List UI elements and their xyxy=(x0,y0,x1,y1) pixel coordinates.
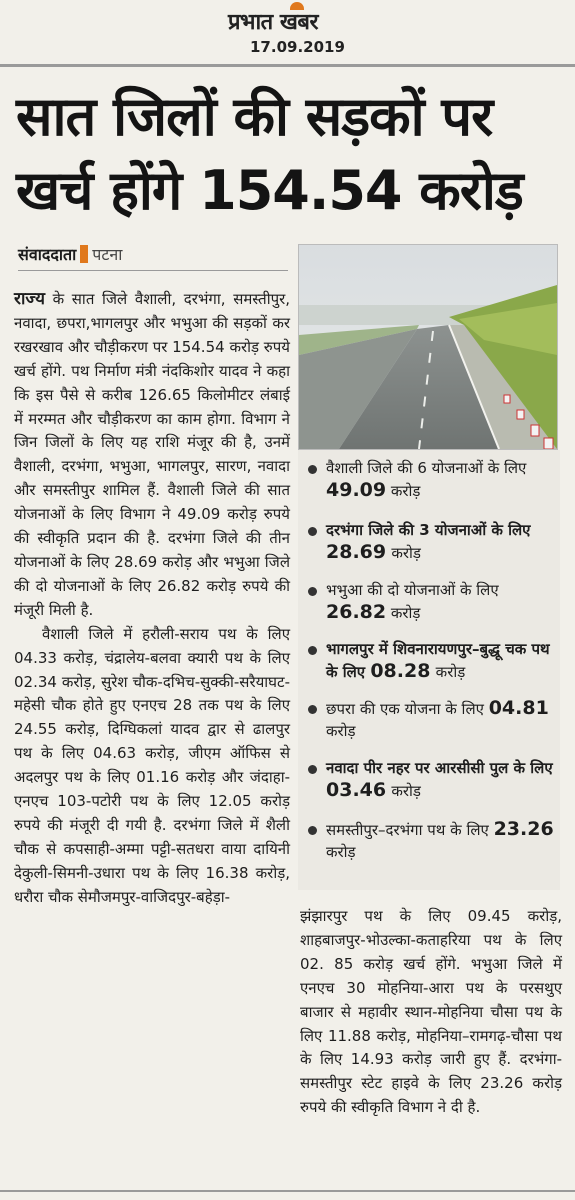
bullet-icon xyxy=(308,646,317,655)
paragraph xyxy=(14,288,290,623)
bullet-icon xyxy=(308,765,317,774)
newspaper-logo: प्रभात खबर xyxy=(228,10,318,35)
highlight-text: समस्तीपुर–दरभंगा पथ के लिए xyxy=(326,821,489,839)
highlight-item xyxy=(308,519,560,564)
highlight-amount: 23.26 xyxy=(493,818,554,840)
highlight-unit: करोड़ xyxy=(435,663,466,681)
highlight-amount: 03.46 xyxy=(326,779,387,801)
lead-word: राज्य xyxy=(14,289,45,309)
highlight-text: वैशाली जिले की 6 योजनाओं के लिए xyxy=(326,459,527,477)
highway-photo-graphic xyxy=(299,245,557,449)
bullet-icon xyxy=(308,527,317,536)
byline-place: पटना xyxy=(92,245,123,264)
highlight-amount: 28.69 xyxy=(326,541,387,563)
highlight-unit: करोड़ xyxy=(326,722,356,740)
divider xyxy=(0,64,575,67)
bullet-icon xyxy=(308,465,317,474)
highlight-unit: करोड़ xyxy=(326,843,356,861)
headline-line-1: सात जिलों की सड़कों पर xyxy=(16,85,493,148)
publication-date: 17.09.2019 xyxy=(250,38,345,56)
highlight-text: नवादा पीर नहर पर आरसीसी पुल के लिए xyxy=(326,759,553,777)
highlight-unit: करोड़ xyxy=(390,604,421,622)
divider xyxy=(0,1190,575,1192)
highlight-item xyxy=(308,697,560,742)
bullet-icon xyxy=(308,705,317,714)
masthead xyxy=(0,2,575,62)
byline-separator xyxy=(80,245,88,263)
highlight-text: छपरा की एक योजना के लिए xyxy=(326,700,484,718)
paragraph: वैशाली जिले में हरौली-सराय पथ के लिए 04.33 करोड़, चंद्रालेय-बलवा क्यारी पथ के लिए 02.34 करोड़, सुरेश चौक-दभिच-सुक्की-सरैयाघट-महेसी चौक होते हुए एनएच 28 तक पथ के लिए 24.55 करोड़, दिग्घिकलां यादव द्वार से ढालपुर पथ के लिए 04.63 करोड़, जीएम ऑफिस से अदलपुर पथ के लिए 01.16 करोड़ और जंदाहा-एनएच 103-पटोरी पथ के लिए 12.05 करोड़ रुपये की मंजूरी दी गयी है. दरभंगा जिले में शैली चौक से कपसाही-अम्मा पट्टी-सतधरा वाया दायिनी देकुली-सिमनी-उधारा पथ के लिए 16.38 करोड़, धरौरा चौक सेमौजमपुर-वाजिदपुर-बहेड़ा- xyxy=(14,624,290,906)
highlight-text: भागलपुर में शिवनारायणपुर–बुद्धू चक पथ के लिए xyxy=(326,640,550,681)
byline xyxy=(18,243,122,265)
highway-photo xyxy=(298,244,558,450)
highlight-unit: करोड़ xyxy=(391,544,421,562)
article-left-column xyxy=(14,288,290,910)
highlight-amount: 26.82 xyxy=(326,601,387,623)
paragraph: झंझारपुर पथ के लिए 09.45 करोड़, शाहबाजपुर-भोउल्का-कताहरिया पथ के लिए 02. 85 करोड़ खर्च होंगे. भभुआ जिले में एनएच 30 मोहनिया-आरा पथ के परसथुए बाजार से महावीर स्थान-मोहनिया चौसा पथ के लिए 11.88 करोड़, मोहनिया–रामगढ़-चौसा पथ के लिए 14.93 करोड़ जारी हुए हैं. दरभंगा-समस्तीपुर स्टेट हाइवे के लिए 23.26 करोड़ रुपये की स्वीकृति विभाग ने दी है. xyxy=(300,907,562,1117)
highlight-item xyxy=(308,579,560,624)
divider xyxy=(18,270,288,271)
highlight-amount: 08.28 xyxy=(370,660,431,682)
highlight-item xyxy=(308,757,560,802)
highlight-unit: करोड़ xyxy=(391,782,421,800)
bullet-icon xyxy=(308,826,317,835)
highlight-amount: 04.81 xyxy=(488,697,549,719)
highlight-unit: करोड़ xyxy=(390,482,421,500)
highlight-item xyxy=(308,457,560,502)
byline-author: संवाददाता xyxy=(18,245,77,264)
article-right-column xyxy=(300,905,562,1120)
paragraph-text: के सात जिले वैशाली, दरभंगा, समस्तीपुर, नवादा, छपरा,भागलपुर और भभुआ की सड़कों कर रखरखाव और चौड़ीकरण पर 154.54 करोड़ रुपये खर्च होंगे. पथ निर्माण मंत्री नंदकिशोर यादव ने कहा कि इस पैसे से करीब 126.65 किलोमीटर लंबाई में मरम्मत और चौड़ीकरण का काम होगा. विभाग ने जिन जिलों के लिए यह राशि मंजूर की है, उनमें वैशाली, दरभंगा, भभुआ, भागलपुर, सारण, नवादा और समस्तीपुर शामिल हैं. वैशाली जिले की सात योजनाओं के लिए विभाग ने 49.09 करोड़ रुपये की स्वीकृति प्रदान की है. दरभंगा जिले की तीन योजनाओं के लिए 28.69 करोड़ और भभुआ जिले की दो योजनाओं के लिए 26.82 करोड़ रुपये की मंजूरी मिली है. xyxy=(14,290,290,619)
highlight-item xyxy=(308,638,560,683)
bullet-icon xyxy=(308,587,317,596)
highlight-amount: 49.09 xyxy=(326,479,387,501)
highlight-text: दरभंगा जिले की 3 योजनाओं के लिए xyxy=(326,521,531,539)
highlight-item xyxy=(308,818,560,863)
highlight-text: भभुआ की दो योजनाओं के लिए xyxy=(326,581,499,599)
headline xyxy=(16,80,561,228)
headline-line-2: खर्च होंगे 154.54 करोड़ xyxy=(16,159,523,222)
